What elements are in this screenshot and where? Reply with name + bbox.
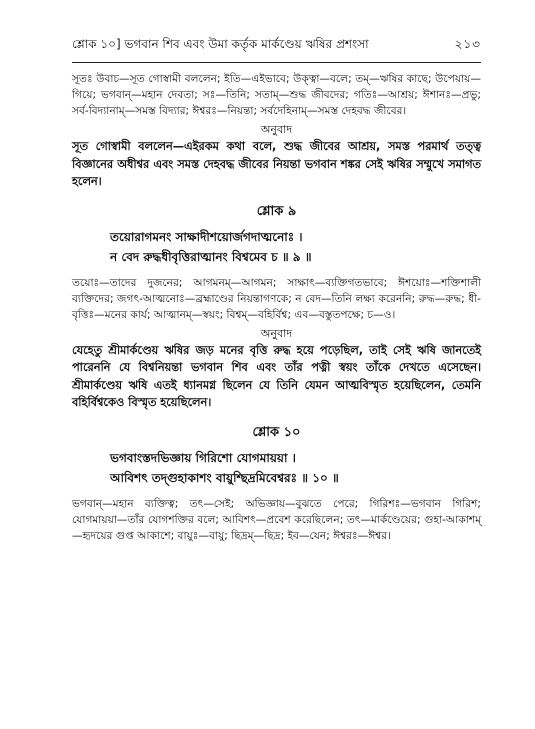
synonyms-paragraph: তয়োঃ—তাদের দুজনের; আগমনম্—আগমন; সাক্ষাৎ—ব্যক্তিগতভাবে; ঈশয়োঃ—শক্তিশালী ব্যক্তিদের; জগৎ-আত্মনোঃ—ব্রহ্মাণ্ডের নিয়ন্তাগণকে; ন বেদ—তিনি লক্ষ্য করেননি; রুদ্ধ—রুদ্ধ; ধী-বৃত্তিঃ—মনের কার্য; আত্মানম্—স্বয়ং; বিশ্বম্—বহির্বিশ্ব; এব—বস্তুতপক্ষে; চ—ও।: [72, 276, 481, 321]
running-header: [72, 36, 481, 63]
page-number: ২১৩: [454, 37, 481, 51]
verse-line: তয়োরাগমনং সাক্ষাদীশয়োর্জগদাত্মনোঃ ।: [110, 229, 303, 244]
translation-heading: অনুবাদ: [260, 123, 293, 136]
verse-line: ন বেদ রুদ্ধধীবৃত্তিরাত্মানং বিশ্বমেব চ ॥ ৯ ॥: [110, 249, 312, 264]
synonyms-paragraph: ভগবান্—মহান ব্যক্তিত্ব; তৎ—সেই; অভিজ্ঞায়—বুঝতে পেরে; গিরিশঃ—ভগবান গিরিশ; যোগমায়য়া—তাঁর যোগশক্তির বলে; আবিশৎ—প্রবেশ করেছিলেন; তৎ—মার্কণ্ডেয়ের; গুহা-আকাশম্—হৃদয়ের গুপ্ত আকাশে; বায়ুঃ—বায়ু; ছিদ্রম্—ছিদ্র; ইব—যেন; ঈশ্বরঃ—ঈশ্বর।: [72, 497, 481, 542]
header-title: শ্লোক ১০] ভগবান শিব এবং উমা কর্তৃক মার্কণ্ডেয় ঋষির প্রশংসা: [72, 37, 369, 51]
translation-heading: অনুবাদ: [260, 326, 293, 340]
synonyms-paragraph: সূতঃ উবাচ—সূত গোস্বামী বললেন; ইতি—এইভাবে; উক্ত্বা—বলে; তম্—ঋষির কাছে; উপেয়ায়—গিয়ে; ভগবান্—মহান দেবতা; সঃ—তিনি; সতাম্—শুদ্ধ জীবদের; গতিঃ—আশ্রয়; ঈশানঃ—প্রভু; সর্ব-বিদ্যানাম্—সমস্ত বিদ্যার; ঈশ্বরঃ—নিয়ন্তা; সর্বদেহিনাম্—সমস্ত দেহবদ্ধ জীবের।: [72, 73, 481, 117]
translation-paragraph: যেহেতু শ্রীমার্কণ্ডেয় ঋষির জড় মনের বৃত্তি রুদ্ধ হয়ে পড়েছিল, তাই সেই ঋষি জানতেই পারেননি যে বিশ্বনিয়ন্তা ভগবান শিব এবং তাঁর পত্নী স্বয়ং তাঁকে দেখতে এসেছেন। শ্রীমার্কণ্ডেয় ঋষি এতই ধ্যানমগ্ন ছিলেন যে তিনি যেমন আত্মবিস্মৃত হয়েছিলেন, তেমনি বহির্বিশ্বকেও বিস্মৃত হয়েছিলেন।: [72, 343, 481, 409]
verse-line: ভগবাংস্তদভিজ্ঞায় গিরিশো যোগমায়য়া ।: [110, 450, 296, 465]
translation-paragraph: সূত গোস্বামী বললেন—এইরকম কথা বলে, শুদ্ধ জীবের আশ্রয়, সমস্ত পরমার্থ তত্ত্ব বিজ্ঞানের অধীশ্বর এবং সমস্ত দেহবদ্ধ জীবের নিয়ন্তা ভগবান শঙ্কর সেই ঋষির সম্মুখে সমাগত হলেন।: [72, 140, 481, 188]
verse-line: আবিশৎ তদ্গুহাকাশং বায়ুশ্ছিদ্রমিবেশ্বরঃ ॥ ১০ ॥: [110, 470, 339, 485]
verse-title: শ্লোক ৯: [256, 203, 297, 219]
verse-title: শ্লোক ১০: [252, 424, 301, 440]
